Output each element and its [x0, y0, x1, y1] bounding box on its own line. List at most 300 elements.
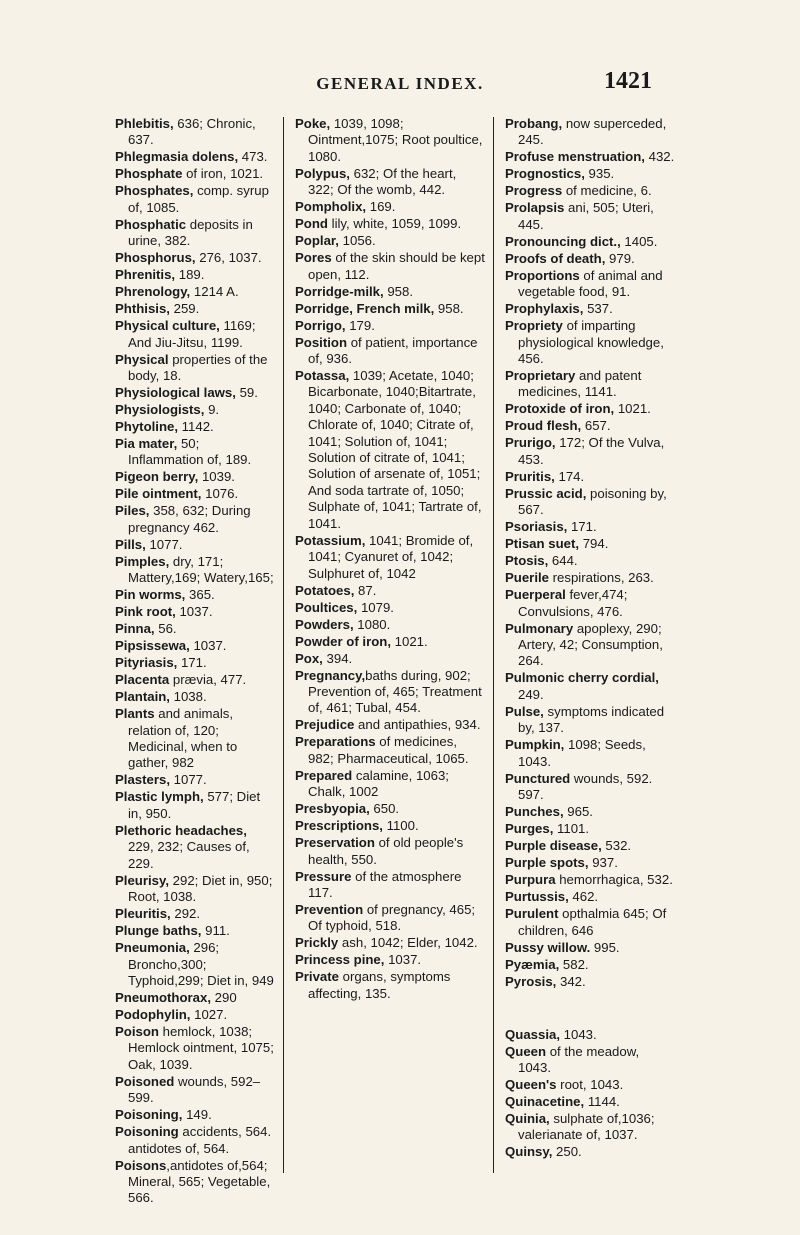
- entry-term: Physiological laws,: [115, 385, 236, 401]
- index-entry: [115, 772, 275, 788]
- entry-references: 1101.: [553, 821, 590, 837]
- index-column-1: [115, 116, 275, 1207]
- index-entry: [505, 318, 675, 367]
- entry-term: Punctured: [505, 770, 571, 786]
- entry-references: 1039, 1098; Ointment,1075; Root poultice, 1080.: [308, 116, 483, 164]
- entry-references: of the meadow, 1043.: [518, 1043, 640, 1075]
- entry-references: 958.: [383, 283, 414, 299]
- entry-references: 1077.: [170, 772, 207, 788]
- entry-term: Proprietary: [505, 368, 576, 384]
- entry-term: Pills,: [115, 536, 146, 552]
- index-entry: [505, 519, 675, 535]
- entry-term: Poultices,: [295, 599, 358, 615]
- index-entry: [115, 469, 275, 485]
- index-entry: [295, 668, 485, 717]
- entry-references: 1021.: [614, 401, 651, 417]
- index-entry: [115, 318, 275, 351]
- index-entry: [505, 469, 675, 485]
- entry-references: 1214 A.: [190, 284, 239, 300]
- entry-references: 1041; Bromide of, 1041; Cyanuret of, 1042; Sulphuret of, 1042: [308, 532, 474, 581]
- index-entry: [505, 1044, 675, 1077]
- entry-references: 59.: [235, 385, 258, 401]
- index-entry: [505, 268, 675, 301]
- index-column-3: [505, 116, 675, 1161]
- index-entry: [505, 771, 675, 804]
- entry-references: 189.: [175, 267, 205, 283]
- entry-references: 292.: [170, 906, 201, 922]
- entry-term: Prurigo,: [505, 435, 556, 451]
- entry-term: Pink root,: [115, 604, 176, 620]
- index-entry: [115, 352, 275, 385]
- entry-term: Poison: [115, 1023, 159, 1039]
- index-entry: [295, 952, 485, 968]
- index-entry: [295, 368, 485, 532]
- index-entry: [505, 1094, 675, 1110]
- entry-term: Pimples,: [115, 553, 170, 569]
- entry-term: Placenta: [115, 672, 170, 688]
- entry-term: Proud flesh,: [505, 418, 582, 434]
- entry-term: Prussic acid,: [505, 485, 587, 501]
- entry-references: 276, 1037.: [195, 250, 262, 266]
- entry-references: 50; Inflammation of, 189.: [128, 436, 252, 468]
- entry-term: Pyrosis,: [505, 973, 557, 989]
- index-entry: [115, 217, 275, 250]
- entry-term: Porridge-milk,: [295, 283, 384, 299]
- entry-term: Pox,: [295, 650, 323, 666]
- entry-references: 650.: [369, 801, 400, 817]
- entry-term: Puerile: [505, 570, 549, 586]
- entry-term: Private: [295, 969, 339, 985]
- entry-references: 1037.: [384, 952, 422, 968]
- index-entry: [505, 906, 675, 939]
- entry-term: Preservation: [295, 835, 375, 851]
- entry-term: Pores: [295, 250, 332, 266]
- entry-references: comp. syrup of, 1085.: [128, 183, 269, 215]
- entry-term: Pin worms,: [115, 587, 186, 603]
- entry-term: Quinsy,: [505, 1144, 553, 1160]
- entry-references: ani, 505; Uteri, 445.: [518, 200, 654, 232]
- section-gap: [505, 991, 675, 1027]
- entry-references: accidents, 564. antidotes of, 564.: [128, 1124, 272, 1156]
- index-entry: [115, 267, 275, 283]
- entry-term: Ptosis,: [505, 553, 549, 569]
- entry-references: symptoms indicated by, 137.: [518, 703, 665, 736]
- entry-references: of old people's health, 550.: [308, 835, 464, 867]
- index-entry: [115, 385, 275, 401]
- entry-term: Quassia,: [505, 1026, 560, 1042]
- index-entry: [295, 617, 485, 633]
- index-entry: [295, 284, 485, 300]
- index-entry: [115, 587, 275, 603]
- entry-term: Pumpkin,: [505, 737, 565, 753]
- index-entry: [505, 974, 675, 990]
- entry-term: Protoxide of iron,: [505, 401, 615, 417]
- index-entry: [295, 216, 485, 232]
- entry-term: Pyæmia,: [505, 956, 560, 972]
- entry-term: Queen's: [505, 1076, 557, 1092]
- entry-term: Progress: [505, 183, 563, 199]
- entry-term: Preparations: [295, 734, 376, 750]
- entry-references: 911.: [201, 923, 230, 939]
- entry-references: 1043.: [559, 1026, 597, 1042]
- entry-references: 229, 232; Causes of, 229.: [128, 839, 250, 871]
- index-entry: [295, 533, 485, 582]
- entry-term: Physical: [115, 351, 169, 367]
- index-entry: [505, 957, 675, 973]
- entry-term: Prolapsis: [505, 200, 565, 216]
- entry-references: 979.: [605, 250, 635, 266]
- entry-term: Pityriasis,: [115, 655, 178, 671]
- index-entry: [505, 418, 675, 434]
- index-entry: [505, 804, 675, 820]
- index-entry: [115, 166, 275, 182]
- index-entry: [295, 335, 485, 368]
- entry-references: 965.: [563, 804, 593, 820]
- entry-references: 259.: [169, 301, 200, 317]
- index-entry: [505, 737, 675, 770]
- entry-references: 149.: [182, 1107, 212, 1123]
- entry-term: Pleuritis,: [115, 906, 171, 922]
- entry-term: Ptisan suet,: [505, 536, 580, 552]
- index-entry: [295, 835, 485, 868]
- index-entry: [295, 734, 485, 767]
- entry-references: organs, symptoms affecting, 135.: [308, 969, 451, 1001]
- index-entry: [115, 1007, 275, 1023]
- entry-references: dry, 171; Mattery,169; Watery,165;: [128, 553, 274, 586]
- index-entry: [115, 672, 275, 688]
- entry-term: Prejudice: [295, 717, 355, 733]
- entry-references: apoplexy, 290; Artery, 42; Consumption, 264.: [518, 620, 663, 669]
- entry-references: 1038.: [169, 689, 207, 705]
- entry-term: Purges,: [505, 821, 554, 837]
- entry-term: Princess pine,: [295, 952, 385, 968]
- entry-term: Pigeon berry,: [115, 469, 199, 485]
- entry-references: 935.: [584, 166, 615, 182]
- entry-references: wounds, 592–599.: [128, 1073, 261, 1106]
- entry-references: 1039.: [198, 469, 235, 485]
- entry-references: 1405.: [620, 233, 658, 249]
- entry-term: Puerperal: [505, 587, 566, 603]
- entry-term: Prophylaxis,: [505, 301, 584, 317]
- index-entry: [505, 570, 675, 586]
- index-entry: [505, 116, 675, 149]
- entry-term: Queen: [505, 1043, 547, 1059]
- entry-references: 657.: [581, 418, 611, 434]
- index-entry: [295, 116, 485, 165]
- index-entry: [115, 149, 275, 165]
- entry-references: properties of the body, 18.: [128, 351, 268, 384]
- index-entry: [115, 1124, 275, 1157]
- entry-term: Prognostics,: [505, 166, 585, 182]
- entry-term: Poisoning: [115, 1124, 179, 1140]
- index-entry: [505, 940, 675, 956]
- index-entry: [505, 251, 675, 267]
- entry-term: Pussy willow.: [505, 939, 591, 955]
- entry-term: Poke,: [295, 116, 331, 131]
- entry-term: Purple spots,: [505, 855, 589, 871]
- entry-references: baths during, 902; Prevention of, 465; Treatment of, 461; Tubal, 454.: [308, 667, 482, 716]
- entry-term: Porridge, French milk,: [295, 300, 435, 316]
- entry-term: Physiologists,: [115, 402, 205, 418]
- index-entry: [505, 183, 675, 199]
- entry-term: Plastic lymph,: [115, 789, 204, 805]
- entry-references: 1037.: [189, 638, 227, 654]
- entry-references: 1039; Acetate, 1040; Bicarbonate, 1040;Bitartrate, 1040; Carbonate of, 1040; Chlorate of, 1040; Citrate of, 1041; Solution of, 1041; Solution of citrate of, 1041; Solution of arsenate of, 1051; And soda tartrate of, 1050; Sulphate of, 1041; Tartrate of, 1041.: [308, 368, 482, 531]
- index-entry: [115, 116, 275, 149]
- index-entry: [295, 166, 485, 199]
- index-entry: [115, 284, 275, 300]
- entry-term: Potatoes,: [295, 582, 355, 598]
- entry-references: 582.: [559, 956, 589, 972]
- entry-references: 632; Of the heart, 322; Of the womb, 442.: [308, 165, 457, 198]
- entry-term: Pruritis,: [505, 468, 555, 484]
- entry-term: Presbyopia,: [295, 801, 370, 817]
- entry-term: Poisons: [115, 1157, 167, 1173]
- entry-references: 1076.: [201, 486, 239, 502]
- index-entry: [505, 855, 675, 871]
- index-entry: [505, 234, 675, 250]
- entry-term: Potassium,: [295, 532, 366, 548]
- index-entry: [505, 368, 675, 401]
- entry-term: Pulmonic cherry cordial,: [505, 670, 659, 686]
- entry-term: Pronouncing dict.,: [505, 233, 621, 249]
- entry-term: Plunge baths,: [115, 923, 202, 939]
- entry-references: 1080.: [353, 616, 391, 632]
- index-entry: [295, 801, 485, 817]
- entry-references: respirations, 263.: [548, 570, 654, 586]
- index-entry: [505, 821, 675, 837]
- index-entry: [505, 166, 675, 182]
- entry-term: Poisoning,: [115, 1107, 183, 1123]
- index-entry: [115, 823, 275, 872]
- entry-references: 1077.: [145, 536, 183, 552]
- entry-term: Plasters,: [115, 772, 170, 788]
- index-entry: [115, 503, 275, 536]
- entry-references: of animal and vegetable food, 91.: [518, 267, 663, 300]
- index-entry: [295, 935, 485, 951]
- index-entry: [115, 301, 275, 317]
- entry-references: ash, 1042; Elder, 1042.: [338, 935, 478, 951]
- entry-references: wounds, 592. 597.: [518, 770, 653, 803]
- entry-term: Phosphorus,: [115, 250, 196, 266]
- entry-term: Quinia,: [505, 1110, 550, 1126]
- page-header: [0, 68, 800, 98]
- index-entry: [295, 301, 485, 317]
- entry-term: Phlebitis,: [115, 116, 174, 131]
- entry-term: Phosphatic: [115, 216, 187, 232]
- entry-term: Phosphates,: [115, 183, 194, 199]
- index-entry: [295, 199, 485, 215]
- entry-references: now superceded, 245.: [518, 116, 667, 148]
- entry-references: 171.: [177, 655, 207, 671]
- entry-references: 296; Broncho,300; Typhoid,299; Diet in, 949: [128, 940, 274, 988]
- entry-term: Prickly: [295, 935, 339, 951]
- index-entry: [115, 990, 275, 1006]
- entry-references: 1056.: [338, 233, 376, 249]
- entry-term: Plantain,: [115, 689, 170, 705]
- index-entry: [295, 902, 485, 935]
- entry-references: 172; Of the Vulva, 453.: [518, 435, 665, 467]
- index-entry: [505, 536, 675, 552]
- entry-references: 1027.: [190, 1006, 228, 1022]
- entry-term: Plants: [115, 706, 155, 722]
- index-entry: [115, 706, 275, 772]
- entry-term: Pompholix,: [295, 199, 367, 215]
- entry-references: 473.: [238, 149, 268, 165]
- index-entry: [295, 583, 485, 599]
- entry-references: hemlock, 1038; Hemlock ointment, 1075; Oak, 1039.: [128, 1023, 274, 1072]
- entry-references: opthalmia 645; Of children, 646: [518, 906, 667, 938]
- entry-term: Pulse,: [505, 703, 544, 719]
- entry-references: and animals, relation of, 120; Medicinal, when to gather, 982: [128, 706, 238, 771]
- index-entry: [505, 670, 675, 703]
- entry-term: Position: [295, 334, 348, 350]
- entry-references: 179.: [345, 317, 375, 333]
- index-entry: [115, 873, 275, 906]
- entry-term: Powder of iron,: [295, 633, 391, 649]
- index-entry: [295, 634, 485, 650]
- index-entry: [505, 149, 675, 165]
- entry-term: Powders,: [295, 616, 354, 632]
- entry-references: 577; Diet in, 950.: [128, 789, 261, 821]
- index-entry: [115, 554, 275, 587]
- index-entry: [115, 250, 275, 266]
- index-entry: [115, 1107, 275, 1123]
- index-entry: [115, 402, 275, 418]
- entry-term: Quinacetine,: [505, 1093, 585, 1109]
- entry-references: hemorrhagica, 532.: [555, 872, 673, 888]
- index-entry: [505, 553, 675, 569]
- entry-references: and patent medicines, 1141.: [518, 368, 642, 400]
- index-entry: [295, 969, 485, 1002]
- entry-references: lily, white, 1059, 1099.: [327, 216, 462, 232]
- entry-references: ,antidotes of,564; Mineral, 565; Vegetable, 566.: [128, 1157, 271, 1206]
- entry-references: 794.: [579, 536, 609, 552]
- entry-references: 87.: [354, 582, 377, 598]
- entry-references: deposits in urine, 382.: [128, 216, 253, 249]
- entry-references: 1144.: [584, 1093, 620, 1109]
- entry-references: 1037.: [175, 604, 213, 620]
- entry-references: sulphate of,1036; valerianate of, 1037.: [518, 1110, 655, 1143]
- index-entry: [115, 638, 275, 654]
- entry-references: of patient, importance of, 936.: [308, 334, 478, 367]
- entry-references: 636; Chronic, 637.: [128, 116, 256, 148]
- index-entry: [115, 419, 275, 435]
- index-entry: [115, 183, 275, 216]
- index-entry: [295, 768, 485, 801]
- entry-term: Purple disease,: [505, 838, 602, 854]
- entry-references: of medicine, 6.: [562, 183, 652, 199]
- entry-references: 1079.: [357, 599, 394, 615]
- entry-references: 169.: [366, 199, 396, 215]
- entry-term: Purtussis,: [505, 889, 569, 905]
- entry-term: Pregnancy,: [295, 667, 366, 683]
- entry-references: 995.: [590, 939, 620, 955]
- index-entry: [505, 1111, 675, 1144]
- index-entry: [115, 655, 275, 671]
- index-entry: [115, 689, 275, 705]
- entry-references: 462.: [568, 889, 599, 905]
- entry-term: Phrenology,: [115, 284, 191, 300]
- entry-term: Poplar,: [295, 233, 339, 249]
- entry-references: 9.: [204, 402, 220, 418]
- entry-references: of medicines, 982; Pharmaceutical, 1065.: [308, 734, 469, 766]
- index-entry: [505, 401, 675, 417]
- index-entry: [115, 537, 275, 553]
- entry-references: of pregnancy, 465; Of typhoid, 518.: [308, 901, 476, 934]
- entry-references: 249.: [518, 686, 544, 702]
- running-title: GENERAL INDEX.: [316, 74, 484, 93]
- entry-references: 532.: [601, 838, 632, 854]
- entry-term: Pile ointment,: [115, 486, 202, 502]
- entry-term: Proofs of death,: [505, 250, 606, 266]
- entry-term: Pulmonary: [505, 620, 574, 636]
- index-entry: [115, 604, 275, 620]
- index-entry: [115, 789, 275, 822]
- index-entry: [505, 435, 675, 468]
- entry-term: Prepared: [295, 767, 353, 783]
- entry-references: 432.: [644, 149, 675, 165]
- index-entry: [295, 818, 485, 834]
- index-entry: [505, 1144, 675, 1160]
- entry-references: 358, 632; During pregnancy 462.: [128, 503, 251, 535]
- entry-references: 292; Diet in, 950; Root, 1038.: [128, 872, 273, 905]
- entry-term: Pressure: [295, 868, 352, 884]
- entry-references: 365.: [185, 587, 215, 603]
- entry-term: Pleurisy,: [115, 872, 169, 888]
- entry-term: Phthisis,: [115, 301, 170, 317]
- entry-references: 174.: [554, 468, 585, 484]
- entry-term: Prevention: [295, 901, 364, 917]
- entry-references: 1142.: [178, 419, 214, 435]
- entry-term: Punches,: [505, 804, 564, 820]
- entry-references: poisoning by, 567.: [518, 485, 667, 518]
- entry-references: of iron, 1021.: [182, 166, 264, 182]
- index-entry: [115, 621, 275, 637]
- entry-references: 250.: [552, 1144, 582, 1160]
- entry-references: 56.: [154, 621, 177, 637]
- entry-term: Purpura: [505, 872, 556, 888]
- entry-term: Polypus,: [295, 165, 350, 181]
- index-entry: [115, 486, 275, 502]
- entry-references: 644.: [548, 553, 578, 569]
- index-entry: [505, 587, 675, 620]
- index-entry: [115, 1024, 275, 1073]
- entry-references: 394.: [322, 650, 353, 666]
- entry-references: of imparting physiological knowledge, 456.: [518, 318, 664, 367]
- entry-references: of the skin should be kept open, 112.: [308, 250, 485, 282]
- index-column-2: [295, 116, 485, 1003]
- entry-references: of the atmosphere 117.: [308, 868, 462, 900]
- column-divider: [283, 117, 284, 1173]
- entry-references: root, 1043.: [556, 1076, 624, 1092]
- column-divider: [493, 117, 494, 1173]
- index-entry: [505, 838, 675, 854]
- index-entry: [505, 1027, 675, 1043]
- entry-term: Plethoric headaches,: [115, 822, 247, 838]
- index-entry: [295, 233, 485, 249]
- entry-term: Psoriasis,: [505, 519, 568, 535]
- index-entry: [505, 872, 675, 888]
- index-entry: [505, 486, 675, 519]
- entry-term: Probang,: [505, 116, 563, 131]
- index-entry: [505, 301, 675, 317]
- entry-references: 1100.: [382, 818, 419, 834]
- entry-term: Phlegmasia dolens,: [115, 149, 239, 165]
- entry-references: 342.: [556, 973, 586, 989]
- entry-references: and antipathies, 934.: [354, 717, 481, 733]
- entry-references: calamine, 1063; Chalk, 1002: [308, 767, 449, 800]
